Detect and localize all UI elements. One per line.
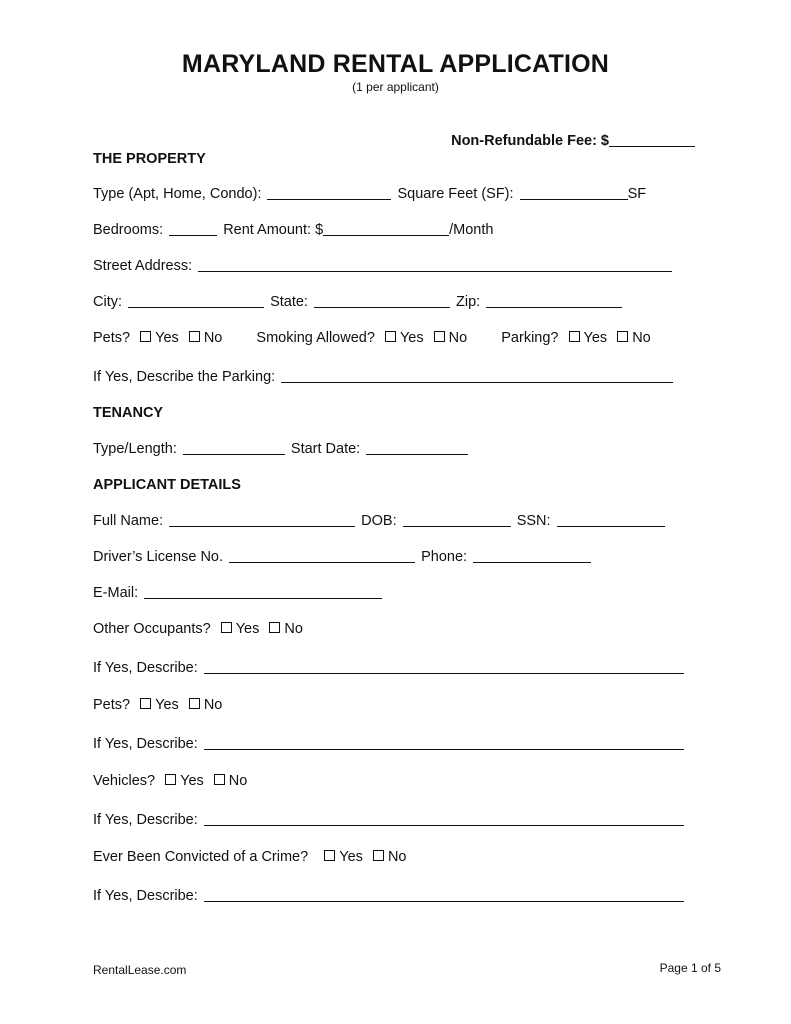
parking-no-label: No [632,330,651,346]
occupants-describe-row [93,659,686,677]
occupants-yes-checkbox[interactable] [221,622,232,633]
section-heading-tenancy: TENANCY [93,405,164,421]
crime-yes-label: Yes [339,849,363,865]
phone-label: Phone: [421,549,468,565]
vehicles-row [93,772,247,790]
rent-unit: /Month [449,222,494,238]
ssn-label: SSN: [516,513,551,529]
street-label: Street Address: [93,258,193,274]
pets-smoking-parking-row [93,329,651,347]
document-title: MARYLAND RENTAL APPLICATION [181,50,610,78]
zip-label: Zip: [456,294,481,310]
zip-field[interactable] [486,293,622,308]
parking-describe-label: If Yes, Describe the Parking: [93,369,276,385]
vehicles-no-checkbox[interactable] [214,774,225,785]
email-field[interactable] [144,584,382,599]
parking-yes-label: Yes [583,330,608,346]
property-type-field[interactable] [267,185,391,200]
bedrooms-rent-row [93,221,493,239]
vehicles-yes-checkbox[interactable] [165,774,176,785]
license-field[interactable] [229,548,415,563]
tenancy-row [93,440,470,458]
tenancy-type-label: Type/Length: [93,441,177,457]
pets-describe-field[interactable] [204,735,684,750]
applicant-pets-no-checkbox[interactable] [189,698,200,709]
license-phone-row [93,548,593,566]
occupants-describe-field[interactable] [204,659,684,674]
occupants-row [93,620,303,638]
occupants-no-checkbox[interactable] [269,622,280,633]
fee-label: Non-Refundable Fee: $ [451,133,609,149]
tenancy-type-field[interactable] [183,440,285,455]
footer-site: RentalLease.com [93,963,187,977]
parking-no-checkbox[interactable] [617,331,628,342]
applicant-pets-yes-label: Yes [155,697,179,713]
full-name-field[interactable] [169,512,355,527]
vehicles-describe-label: If Yes, Describe: [93,812,198,828]
property-pets-yes-label: Yes [155,330,179,346]
dob-label: DOB: [361,513,397,529]
property-pets-no-checkbox[interactable] [189,331,200,342]
parking-describe-field[interactable] [281,368,673,383]
vehicles-label: Vehicles? [93,773,156,789]
sqft-field[interactable] [520,185,628,200]
crime-no-label: No [387,849,407,865]
parking-label: Parking? [501,330,559,346]
occupants-describe-label: If Yes, Describe: [93,660,198,676]
parking-yes-checkbox[interactable] [569,331,580,342]
crime-row [93,848,406,866]
footer-page-number: Page 1 of 5 [659,961,721,975]
applicant-pets-row [93,696,222,714]
street-field[interactable] [198,257,672,272]
rent-field[interactable] [323,221,449,236]
fee-field[interactable] [609,132,695,147]
phone-field[interactable] [473,548,591,563]
ssn-field[interactable] [557,512,665,527]
occupants-yes-label: Yes [235,621,260,637]
property-pets-label: Pets? [93,330,131,346]
applicant-pets-no-label: No [203,697,223,713]
section-heading-property: THE PROPERTY [93,151,206,167]
sqft-unit: SF [627,186,647,202]
vehicles-no-label: No [228,773,248,789]
smoking-no-label: No [448,330,468,346]
smoking-yes-checkbox[interactable] [385,331,396,342]
email-label: E-Mail: [93,585,139,601]
start-date-label: Start Date: [290,441,361,457]
parking-describe-row [93,368,675,386]
bedrooms-label: Bedrooms: [93,222,164,238]
crime-label: Ever Been Convicted of a Crime? [93,849,309,865]
street-row [93,257,674,275]
crime-describe-label: If Yes, Describe: [93,888,198,904]
vehicles-describe-field[interactable] [204,811,684,826]
smoking-yes-label: Yes [399,330,424,346]
crime-describe-field[interactable] [204,887,684,902]
property-pets-no-label: No [203,330,223,346]
state-label: State: [270,294,308,310]
dob-field[interactable] [403,512,511,527]
property-type-label: Type (Apt, Home, Condo): [93,186,262,202]
document-subtitle: (1 per applicant) [352,80,439,94]
pets-describe-row [93,735,686,753]
full-name-label: Full Name: [93,513,164,529]
fee-row [451,132,697,149]
vehicles-yes-label: Yes [180,773,204,789]
pets-describe-label: If Yes, Describe: [93,736,198,752]
city-field[interactable] [128,293,264,308]
name-dob-ssn-row [93,512,667,530]
property-type-row [93,185,646,203]
crime-describe-row [93,887,686,905]
city-state-zip-row [93,293,624,311]
city-label: City: [93,294,122,310]
occupants-no-label: No [284,621,303,637]
occupants-label: Other Occupants? [93,621,211,637]
start-date-field[interactable] [366,440,468,455]
rent-label: Rent Amount: $ [223,222,324,238]
vehicles-describe-row [93,811,686,829]
crime-no-checkbox[interactable] [373,850,384,861]
license-label: Driver’s License No. [93,549,224,565]
smoking-no-checkbox[interactable] [434,331,445,342]
applicant-pets-yes-checkbox[interactable] [140,698,151,709]
sqft-label: Square Feet (SF): [397,186,514,202]
applicant-pets-label: Pets? [93,697,131,713]
bedrooms-field[interactable] [169,221,217,236]
section-heading-applicant: APPLICANT DETAILS [93,477,241,493]
email-row [93,584,384,602]
crime-yes-checkbox[interactable] [324,850,335,861]
smoking-label: Smoking Allowed? [256,330,375,346]
state-field[interactable] [314,293,450,308]
property-pets-yes-checkbox[interactable] [140,331,151,342]
